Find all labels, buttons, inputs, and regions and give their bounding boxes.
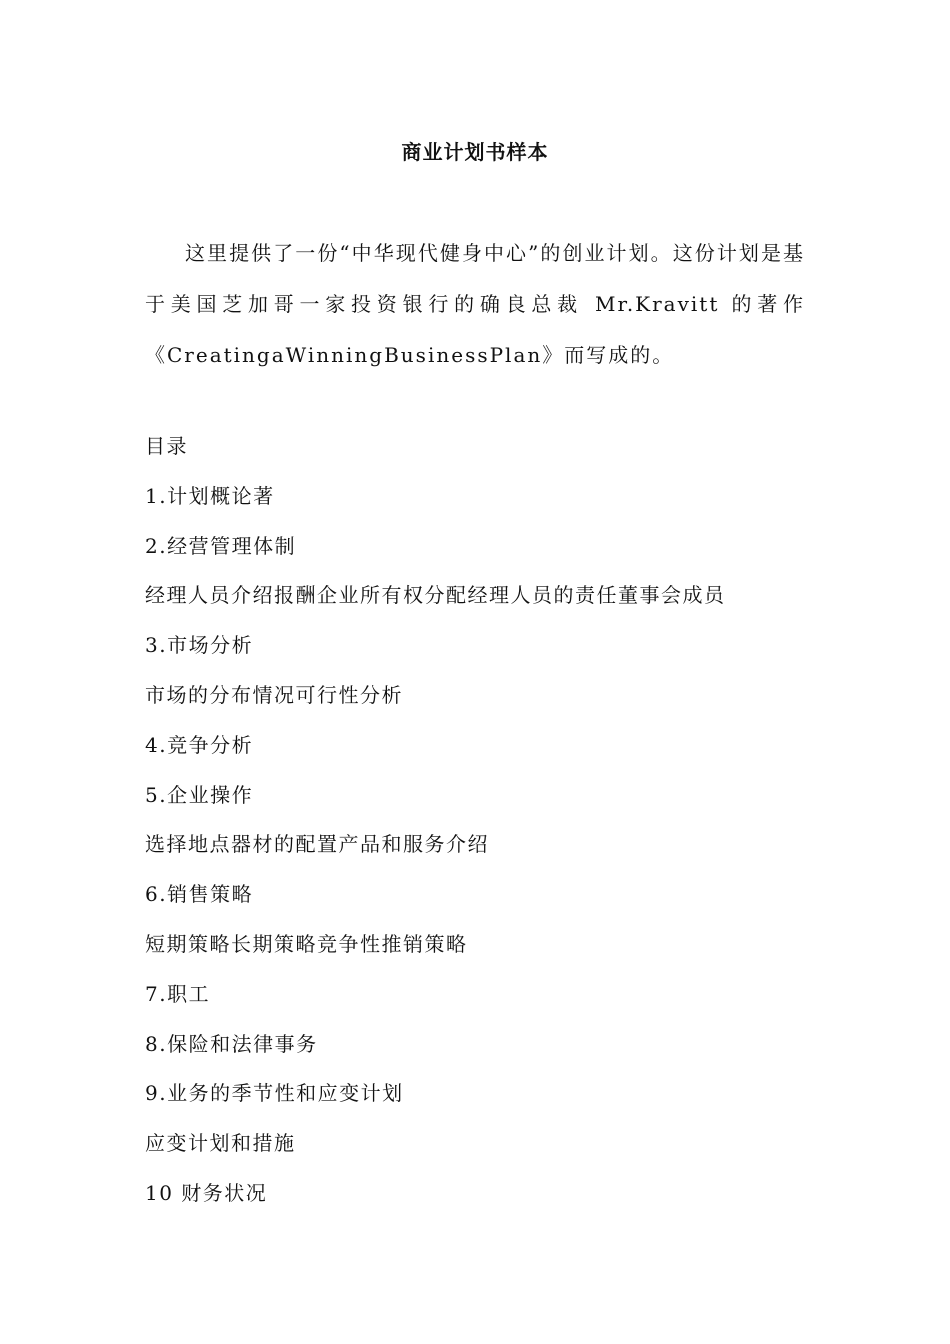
toc-subitem: 短期策略长期策略竞争性推销策略 [145,931,468,956]
toc-item: 5.企业操作 [145,782,254,807]
toc-subitem: 选择地点器材的配置产品和服务介绍 [145,832,489,857]
toc-item: 10 财务状况 [145,1180,268,1205]
toc-heading: 目录 [145,434,188,458]
toc-item: 9.业务的季节性和应变计划 [145,1081,404,1106]
toc-item: 7.职工 [145,981,211,1006]
toc-item: 4.竞争分析 [145,732,254,757]
toc-subitem: 经理人员介绍报酬企业所有权分配经理人员的责任董事会成员 [145,583,726,608]
toc-item: 8.保险和法律事务 [145,1031,318,1056]
toc-subitem: 市场的分布情况可行性分析 [145,682,403,707]
document-title: 商业计划书样本 [401,140,549,164]
toc-item: 1.计划概论著 [145,483,275,508]
intro-paragraph: 这里提供了一份“中华现代健身中心”的创业计划。这份计划是基于美国芝加哥一家投资银行的确良总裁 Mr.Kravitt 的著作《CreatingaWinningBusinessPlan》而写成的。 [145,241,805,367]
toc-item: 3.市场分析 [145,633,254,658]
toc-item: 6.销售策略 [145,882,254,907]
toc-subitem: 应变计划和措施 [145,1131,296,1156]
toc-item: 2.经营管理体制 [145,533,297,558]
table-of-contents [145,429,825,1226]
